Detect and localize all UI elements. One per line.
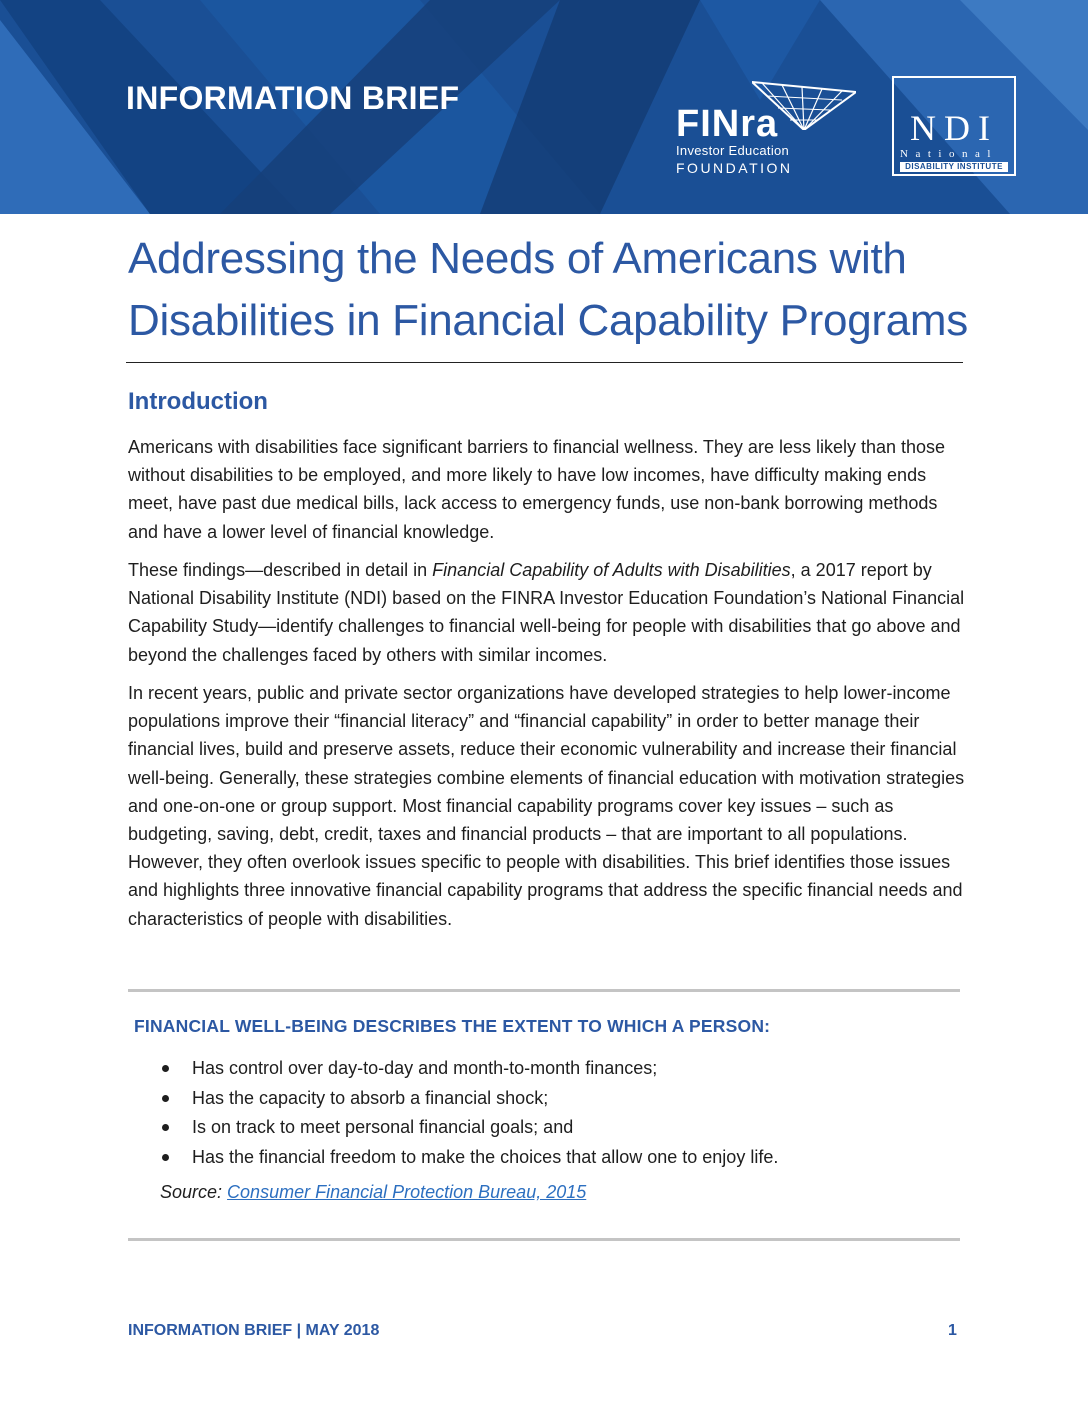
intro-paragraph-2-rest: , a 2017 report by National Disability Institute (NDI) based on the FINRA Investor Education Foundation’s National Financial Capability Study—identify challenges to financial well-being for people with disabilities that go above and beyond the challenges faced by others with similar incomes. xyxy=(128,560,965,665)
list-item-text: Has the capacity to absorb a financial shock; xyxy=(192,1087,549,1108)
finra-foundation-logo xyxy=(672,76,862,180)
report-title: Financial Capability of Adults with Disabilities xyxy=(432,560,791,580)
list-item xyxy=(160,1084,778,1114)
intro-paragraph-2 xyxy=(128,556,968,669)
callout-heading: FINANCIAL WELL-BEING DESCRIBES THE EXTENT TO WHICH A PERSON: xyxy=(134,1016,771,1036)
source-citation xyxy=(160,1182,586,1203)
page-title-line1: Addressing the Needs of Americans with xyxy=(128,234,907,283)
bullet-icon xyxy=(162,1154,169,1161)
source-link[interactable]: Consumer Financial Protection Bureau, 2015 xyxy=(227,1182,587,1202)
wellbeing-list xyxy=(160,1054,778,1172)
intro-paragraph-3: In recent years, public and private sector organizations have developed strategies to help lower-income populations improve their “financial literacy” and “financial capability” in order to better manage their financial lives, build and preserve assets, reduce their economic vulnerability and increase their financial well-being. Generally, these strategies combine elements of financial education with motivation strategies and one-on-one or group support. Most financial capability programs cover key issues – such as budgeting, saving, debt, credit, taxes and financial products – that are important to all populations. However, they often overlook issues specific to people with disabilities. This brief identifies those issues and highlights three innovative financial capability programs that address the specific financial needs and characteristics of people with disabilities. xyxy=(128,683,965,929)
list-item xyxy=(160,1113,778,1143)
bullet-icon xyxy=(162,1095,169,1102)
list-item xyxy=(160,1054,778,1084)
footer-label: INFORMATION BRIEF | MAY 2018 xyxy=(128,1322,380,1339)
title-divider xyxy=(126,362,963,363)
intro-paragraph-1: Americans with disabilities face significant barriers to financial wellness. They are less likely than those without disabilities to be employed, and more likely to have low incomes, have difficulty making ends meet, have past due medical bills, lack access to emergency funds, use non-bank borrowing methods and have a lower level of financial knowledge. xyxy=(128,437,946,542)
banner-label: INFORMATION BRIEF xyxy=(126,80,460,116)
page-title-line2: Disabilities in Financial Capability Programs xyxy=(128,296,968,345)
finra-tagline-line1: Investor Education xyxy=(676,143,790,158)
bullet-icon xyxy=(162,1124,169,1131)
finra-wordmark: FINra xyxy=(676,103,779,145)
ndi-national: National xyxy=(900,148,998,160)
intro-paragraph-2-lead: These findings—described in detail in xyxy=(128,560,433,580)
list-item-text: Has control over day-to-day and month-to-month finances; xyxy=(192,1058,658,1078)
bullet-icon xyxy=(162,1065,169,1072)
list-item-text: Has the financial freedom to make the choices that allow one to enjoy life. xyxy=(192,1146,779,1167)
page-number: 1 xyxy=(948,1322,957,1339)
introduction-heading: Introduction xyxy=(128,388,268,415)
list-item-text: Is on track to meet personal financial goals; and xyxy=(192,1117,574,1137)
finra-tagline-line2: FOUNDATION xyxy=(676,160,793,176)
page-title xyxy=(128,228,988,352)
ndi-institute: DISABILITY INSTITUTE xyxy=(900,162,1008,172)
callout-top-divider xyxy=(128,989,960,992)
header-banner xyxy=(0,0,1088,214)
ndi-letters: NDI xyxy=(910,108,998,148)
source-label: Source: xyxy=(160,1182,228,1202)
callout-bottom-divider xyxy=(128,1238,960,1241)
list-item xyxy=(160,1143,778,1173)
ndi-logo xyxy=(892,76,1016,176)
